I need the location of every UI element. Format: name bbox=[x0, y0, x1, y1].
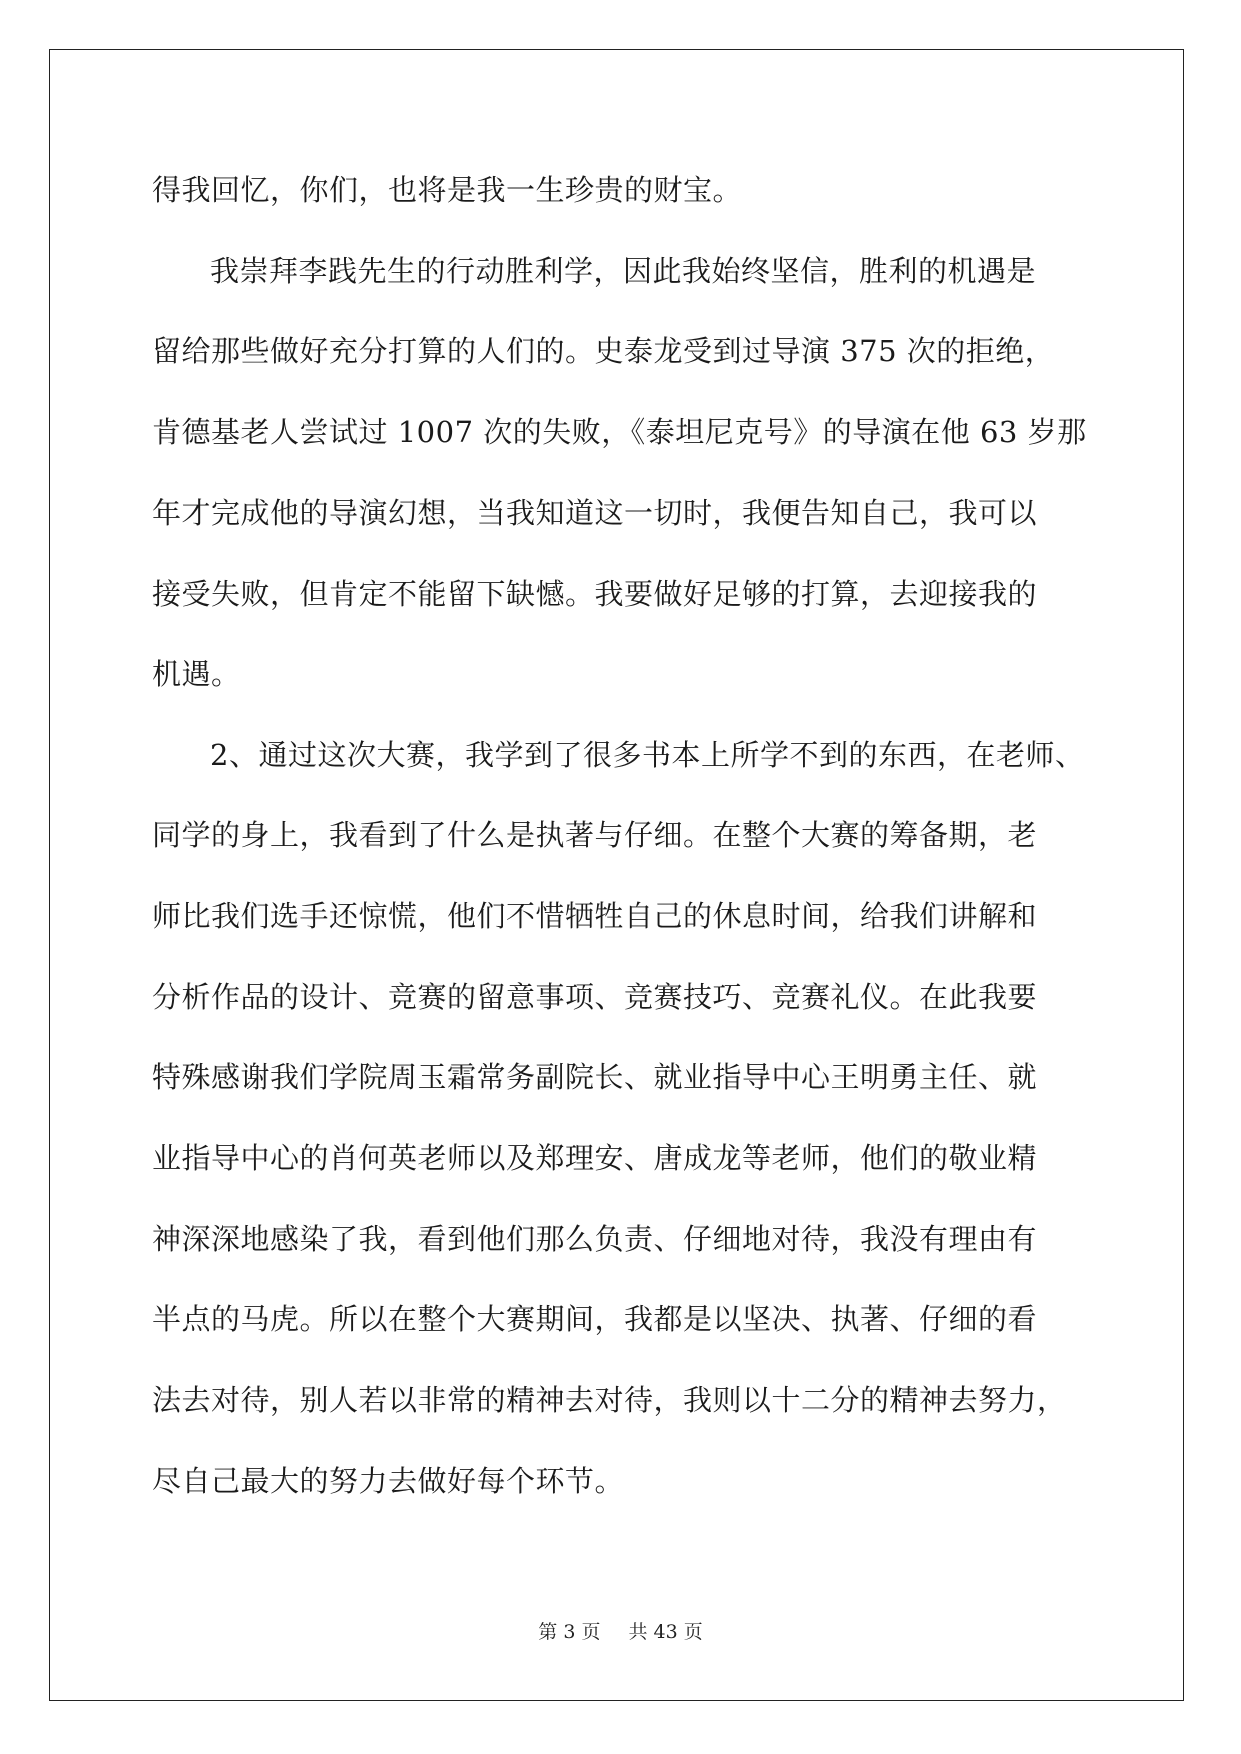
text-line-12: 特殊感谢我们学院周玉霜常务副院长、就业指导中心王明勇主任、就 bbox=[152, 1060, 1038, 1094]
text-line-17: 尽自己最大的努力去做好每个环节。 bbox=[152, 1464, 625, 1498]
page-border bbox=[49, 49, 1184, 1701]
text-line-15: 半点的马虎。所以在整个大赛期间，我都是以坚决、执著、仔细的看 bbox=[152, 1302, 1038, 1336]
text-line-13: 业指导中心的肖何英老师以及郑理安、唐成龙等老师，他们的敬业精 bbox=[152, 1141, 1038, 1175]
text-line-10: 师比我们选手还惊慌，他们不惜牺牲自己的休息时间，给我们讲解和 bbox=[152, 899, 1038, 933]
text-line-7: 机遇。 bbox=[152, 657, 241, 691]
page-footer bbox=[0, 1620, 1241, 1644]
text-line-4: 肯德基老人尝试过 1007 次的失败，《泰坦尼克号》的导演在他 63 岁那 bbox=[152, 415, 1087, 449]
page-number-total: 共 43 页 bbox=[628, 1621, 703, 1643]
text-line-1: 得我回忆，你们，也将是我一生珍贵的财宝。 bbox=[152, 173, 743, 207]
text-line-3: 留给那些做好充分打算的人们的。史泰龙受到过导演 375 次的拒绝， bbox=[152, 334, 1055, 368]
text-line-5: 年才完成他的导演幻想，当我知道这一切时，我便告知自己，我可以 bbox=[152, 496, 1038, 530]
text-line-2: 我崇拜李践先生的行动胜利学，因此我始终坚信，胜利的机遇是 bbox=[210, 254, 1037, 288]
text-line-8: 2、通过这次大赛，我学到了很多书本上所学不到的东西，在老师、 bbox=[210, 738, 1085, 772]
text-line-14: 神深深地感染了我，看到他们那么负责、仔细地对待，我没有理由有 bbox=[152, 1222, 1038, 1256]
text-line-16: 法去对待，别人若以非常的精神去对待，我则以十二分的精神去努力， bbox=[152, 1383, 1067, 1417]
text-line-11: 分析作品的设计、竞赛的留意事项、竞赛技巧、竞赛礼仪。在此我要 bbox=[152, 980, 1038, 1014]
text-line-9: 同学的身上，我看到了什么是执著与仔细。在整个大赛的筹备期，老 bbox=[152, 818, 1038, 852]
text-line-6: 接受失败，但肯定不能留下缺憾。我要做好足够的打算，去迎接我的 bbox=[152, 577, 1038, 611]
page-number-current: 第 3 页 bbox=[538, 1621, 601, 1643]
